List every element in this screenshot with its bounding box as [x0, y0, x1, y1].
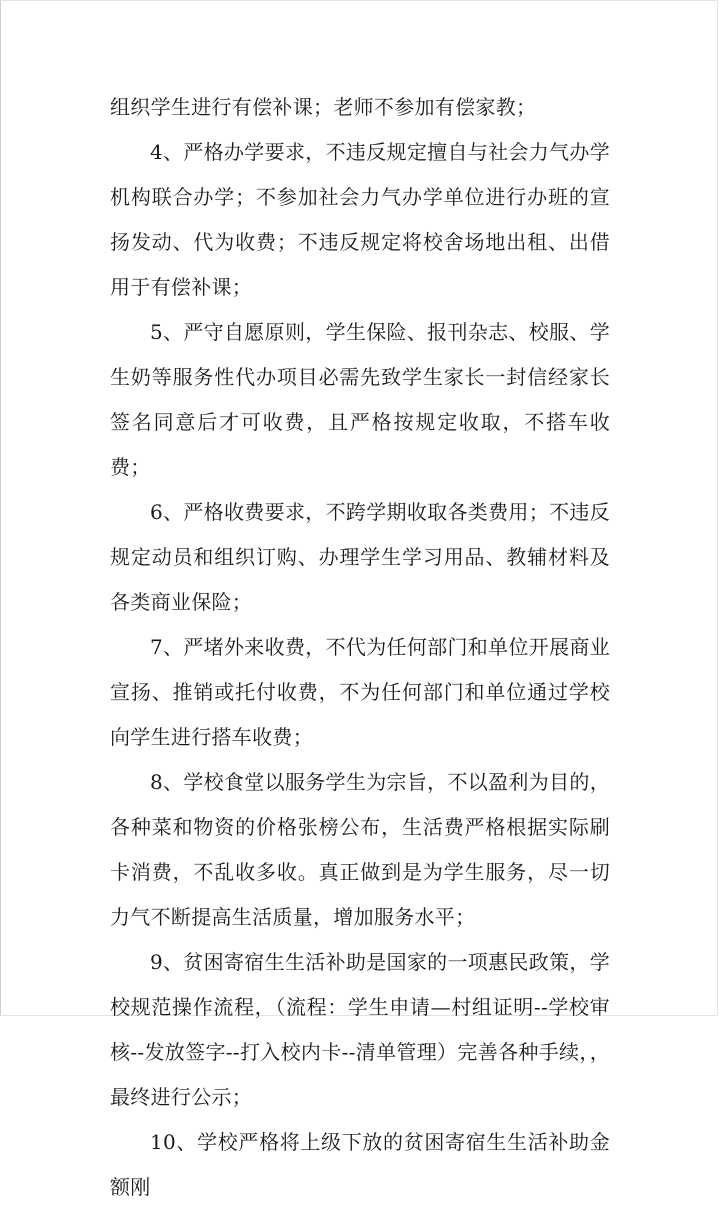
document-body — [110, 85, 610, 1210]
paragraph-item-9: 9、贫困寄宿生生活补助是国家的一项惠民政策，学校规范操作流程，（流程：学生申请—村组证明--学校审核--发放签字--打入校内卡--清单管理）完善各种手续，，最终进行公示； — [110, 950, 610, 1109]
paragraph-item-5: 5、严守自愿原则，学生保险、报刊杂志、校服、学生奶等服务性代办项目必需先致学生家长一封信经家长签名同意后才可收费，且严格按规定收取，不搭车收费； — [110, 320, 610, 479]
paragraph-item-4: 4、严格办学要求，不违反规定擅自与社会力气办学机构联合办学；不参加社会力气办学单位进行办班的宣扬发动、代为收费；不违反规定将校舍场地出租、出借用于有偿补课； — [110, 140, 610, 299]
paragraph-item-7: 7、严堵外来收费，不代为任何部门和单位开展商业宣扬、推销或托付收费，不为任何部门和单位通过学校向学生进行搭车收费； — [110, 635, 610, 749]
paragraph-1: 组织学生进行有偿补课；老师不参加有偿家教； — [110, 95, 537, 119]
paragraph-item-8: 8、学校食堂以服务学生为宗旨，不以盈利为目的，各种菜和物资的价格张榜公布，生活费严格根据实际刷卡消费，不乱收多收。真正做到是为学生服务，尽一切力气不断提高生活质量，增加服务水平； — [110, 770, 610, 929]
paragraph-item-10: 10、学校严格将上级下放的贫困寄宿生生活补助金额刚 — [110, 1130, 610, 1199]
paragraph-item-6: 6、严格收费要求，不跨学期收取各类费用；不违反规定动员和组织订购、办理学生学习用品、教辅材料及各类商业保险； — [110, 500, 610, 614]
